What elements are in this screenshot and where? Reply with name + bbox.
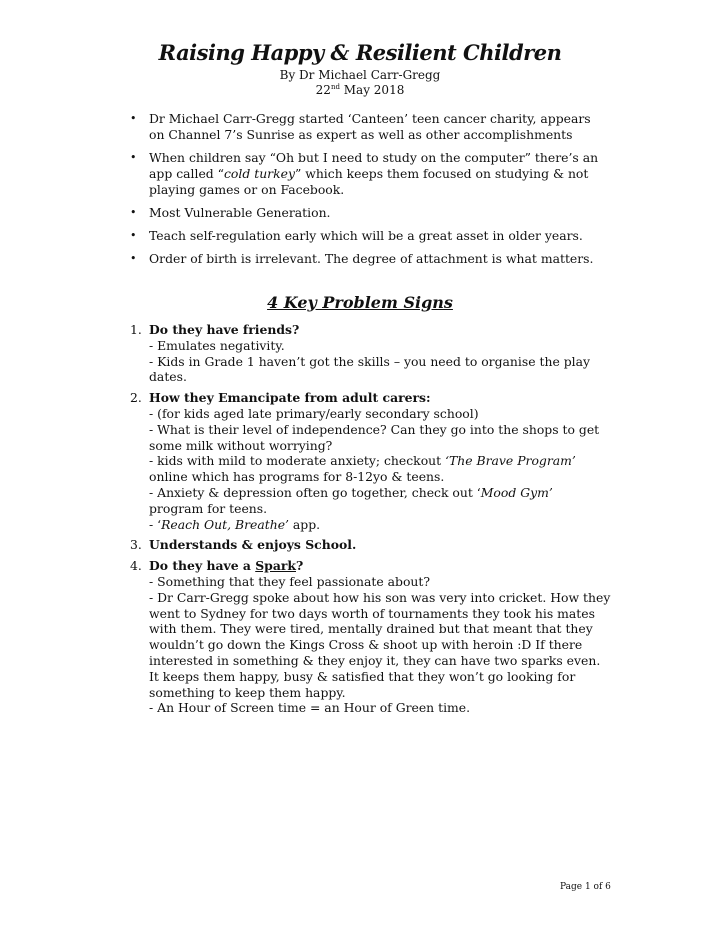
- bullet-text: Order of birth is irrelevant. The degree of attachment is what matters.: [149, 251, 594, 266]
- reach-post: app.: [288, 516, 321, 532]
- document-date: [0, 83, 720, 97]
- bullet-icon: •: [130, 112, 137, 125]
- bullet-icon: •: [130, 252, 137, 265]
- mood-gym-name: Mood Gym’: [480, 484, 553, 500]
- document-title: Raising Happy & Resilient Children: [158, 40, 562, 65]
- brave-program-name: ‘The Brave Program’: [445, 453, 576, 469]
- sign-line: - Dr Carr-Gregg spoke about how his son was very into cricket. How they went to Sydney for two days worth of tournaments they took his mates with them. They were tired, mentally drained but that meant that they wouldn’t go down the Kings Cross & shoot up with heroin :D If there interested in something & they enjoy it, they can have two sparks even. It keeps them happy, busy & satisfied that they won’t go looking for something to keep them happy.: [149, 589, 611, 700]
- sign-line-brave-program: [149, 453, 611, 485]
- bullet-text-pre: When children say “Oh but I need to study on the computer” there’s an app called “: [149, 150, 599, 181]
- bullet-item: [0, 111, 609, 143]
- sign-line-reach-out: [149, 517, 611, 533]
- sign-line: - (for kids aged late primary/early secondary school): [149, 405, 479, 421]
- sign-heading: How they Emancipate from adult carers:: [149, 390, 431, 406]
- date-suffix: nd: [330, 83, 340, 91]
- sign-item: [0, 537, 611, 553]
- sign-line: - What is their level of independence? Can they go into the shops to get some milk without worrying?: [149, 421, 600, 453]
- date-day: 22: [315, 83, 331, 97]
- sign-number: 1.: [130, 322, 142, 337]
- sign-item: [0, 558, 611, 716]
- sign-line: - Something that they feel passionate about?: [149, 573, 431, 589]
- bullet-icon: •: [130, 206, 137, 219]
- bullet-icon: •: [130, 151, 137, 164]
- bullet-text: Teach self-regulation early which will be a great asset in older years.: [149, 228, 583, 243]
- sign-heading: [149, 558, 611, 574]
- bullet-text: Most Vulnerable Generation.: [149, 205, 331, 220]
- sign-item: [0, 322, 611, 385]
- sign-line: - An Hour of Screen time = an Hour of Green time.: [149, 700, 471, 716]
- sign-heading: Do they have friends?: [149, 322, 300, 337]
- bullet-icon: •: [130, 229, 137, 242]
- brave-pre: - kids with mild to moderate anxiety; checkout: [149, 453, 446, 469]
- bullet-item: [0, 205, 609, 221]
- sign-line: - Kids in Grade 1 haven’t got the skills – you need to organise the play dates.: [149, 353, 591, 385]
- sign-number: 3.: [130, 537, 142, 553]
- page-number: Page 1 of 6: [560, 882, 611, 892]
- date-rest: May 2018: [343, 83, 405, 97]
- sign-item: [0, 390, 611, 532]
- gym-pre: - Anxiety & depression often go together, check out ‘: [149, 484, 481, 500]
- section-heading: 4 Key Problem Signs: [267, 293, 453, 312]
- brave-post: online which has programs for 8-12yo & teens.: [149, 469, 445, 485]
- sign-line: - Emulates negativity.: [149, 337, 285, 353]
- sign-line-mood-gym: [149, 485, 611, 517]
- heading-pre: Do they have a: [149, 558, 256, 574]
- sign-number: 4.: [130, 558, 142, 574]
- bullet-item: [0, 150, 609, 198]
- reach-out-name: Reach Out, Breathe’: [161, 516, 289, 532]
- gym-post: program for teens.: [149, 500, 268, 516]
- sign-number: 2.: [130, 390, 142, 406]
- author-byline: By Dr Michael Carr-Gregg: [279, 68, 441, 82]
- bullet-text-app-name: cold turkey: [223, 166, 295, 181]
- intro-bullet-list: [0, 111, 720, 274]
- spark-word: Spark: [255, 558, 296, 574]
- bullet-text-post: ” which keeps them focused on studying & not playing games or on Facebook.: [149, 166, 589, 197]
- bullet-item: [0, 251, 609, 267]
- bullet-item: [0, 228, 609, 244]
- bullet-text: Dr Michael Carr-Gregg started ‘Canteen’ teen cancer charity, appears on Channel 7’s Sunrise as expert as well as other accomplishments: [149, 111, 591, 142]
- reach-pre: - ‘: [149, 516, 162, 532]
- problem-signs-list: [0, 322, 720, 721]
- heading-post: ?: [296, 558, 304, 574]
- sign-heading: Understands & enjoys School.: [149, 537, 357, 553]
